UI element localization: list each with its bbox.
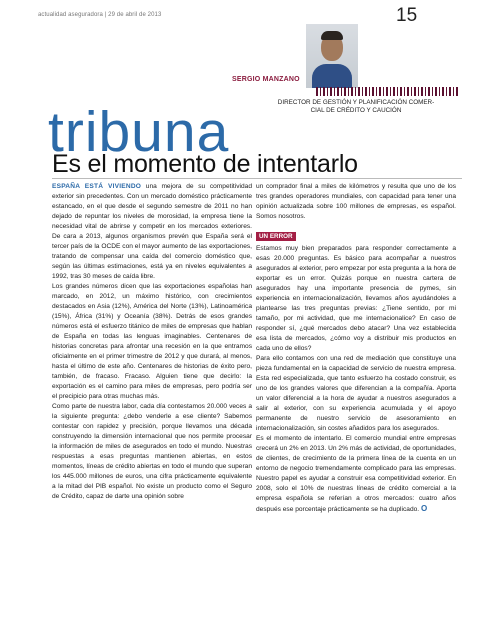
- author-role-line1: DIRECTOR DE GESTIÓN Y PLANIFICACIÓN COMER-: [277, 99, 435, 106]
- photo-hair: [321, 31, 343, 40]
- article-column-right: [256, 182, 456, 627]
- paragraph: Estamos muy bien preparados para responder correctamente a esas 20.000 preguntas. Es básico para acompañar a nuestros asegurados al exterior, pero empezar por esta pregunta a la hora de exportar es un error. Quizás porque en nuestra cartera de asegurados hay una importante presencia de pymes, sin experiencia en internacionalización, llevamos años ayudándoles a plantearse las tres preguntas previas: ¿Tiene sentido, por mi tamaño, por mi actividad, que me internacionalice? En caso de responder sí, ¿qué mercados debo atacar? Una vez establecida esa lista de mercados, ¿cómo voy a distribuir mis productos en cada uno de ellos?: [256, 245, 456, 352]
- headline-divider: [52, 178, 462, 179]
- author-name: SERGIO MANZANO: [232, 76, 300, 83]
- paragraph: [52, 182, 252, 282]
- paragraph: [256, 434, 456, 515]
- section-title: tribuna: [48, 100, 230, 164]
- issue-date: 29 de abril de 2013: [108, 12, 162, 18]
- running-header: [38, 12, 161, 18]
- decorative-bar: [316, 87, 460, 96]
- paragraph: Para ello contamos con una red de mediación que constituye una pieza fundamental en la capacidad de servicio de nuestra empresa. Esta red especializada, que tanto esfuerzo ha costado construir, es uno de los grandes valores que diferencian a la compañía. Aporta un valor diferencial a la hora de ayudar a nuestros asegurados a salir al exterior, con su experiencia acumulada y el apoyo permanente de nuestro servicio de asesoramiento en internacionalización, sin costes añadidos para los asegurados.: [256, 355, 456, 432]
- paragraph: Como parte de nuestra labor, cada día contestamos 20.000 veces a la siguiente pregunta: ¿debo venderle a ese cliente? Sabemos contestar con rapidez y precisión, porque llevamos una década construyendo la dimensión internacional que nos permite procesar la información de miles de asegurados en todo el mundo. Nuestras respuestas a esas preguntas mantienen abiertas, en estos momentos, líneas de crédito abiertas en todo el mundo que superan los 445.000 millones de euros, una cifra prácticamente equivalente a la mitad del PIB español. No existe un producto como el Seguro de Crédito, capaz de darte una opinión sobre: [52, 403, 252, 500]
- article-headline: Es el momento de intentarlo: [52, 150, 358, 178]
- author-photo: [306, 24, 358, 88]
- article-column-left: [52, 182, 252, 628]
- photo-shirt: [312, 64, 352, 88]
- paragraph-text: una mejora de su competitividad exterior sin precedentes. Con un mercado doméstico prácticamente estancado, en el que desde el segundo semestre de 2011 no han dejado de repuntar los niveles de morosidad, la empresa tiene la necesidad vital de abrirse y competir en los mercados exteriores. De cara a 2013, algunos organismos prevén que España será el tercer país de la OCDE con el mayor aumento de las exportaciones, tratando de compensar una caída del comercio doméstico que, según las últimas estimaciones, está ya en niveles equivalentes a 1992, tras 30 meses de caída libre.: [52, 183, 252, 280]
- publication-name: actualidad aseguradora: [38, 12, 103, 18]
- subsection-tag: UN ERROR: [256, 232, 296, 241]
- page-number: 15: [396, 5, 418, 26]
- author-role-line2: CIAL DE CRÉDITO Y CAUCIÓN: [310, 107, 402, 114]
- author-role: [250, 99, 462, 115]
- end-mark: O: [420, 504, 428, 513]
- lead-in: ESPAÑA ESTÁ VIVIENDO: [52, 183, 142, 190]
- header-separator: |: [104, 12, 107, 18]
- paragraph: Los grandes números dicen que las exportaciones españolas han marcado, en 2012, un máximo histórico, con crecimientos destacados en Asia (12%), América del Norte (13%), Latinoamérica (15%), África (31%) y Oceanía (38%). Detrás de esos grandes números está el esfuerzo titánico de miles de empresas que hablan de España en todas las lenguas imaginables. Centenares de historias concretas para afrontar una recesión en la que entramos oficialmente en el primer trimestre de 2012 y que durará, al menos, hasta el último de este año. Centenares de historias de éxito pero, también, de fracaso. Fracaso. Alguien tiene que decirlo: la exportación es el camino para miles de empresas, pero podría ser el precipicio para otras muchas más.: [52, 283, 252, 400]
- paragraph: un comprador final a miles de kilómetros y resulta que uno de los tres grandes operadores mundiales, con capacidad para tener una opinión actualizada sobre 100 millones de empresas, es español. Somos nosotros.: [256, 183, 456, 220]
- paragraph-text: Es el momento de intentarlo. El comercio mundial entre empresas crecerá un 2% en 2013. Un 2% más de actividad, de oportunidades, de clientes, de crecimiento de la primera línea de la cuenta en un entorno de negocio tremendamente complicado para las empresas. Nuestro papel es ayudar a construir esa competitividad exterior. En 2008, solo el 10% de nuestras líneas de crédito comercial a la empresa española se referían a otros mercados: cuatro años después ese porcentaje prácticamente se ha duplicado.: [256, 435, 456, 513]
